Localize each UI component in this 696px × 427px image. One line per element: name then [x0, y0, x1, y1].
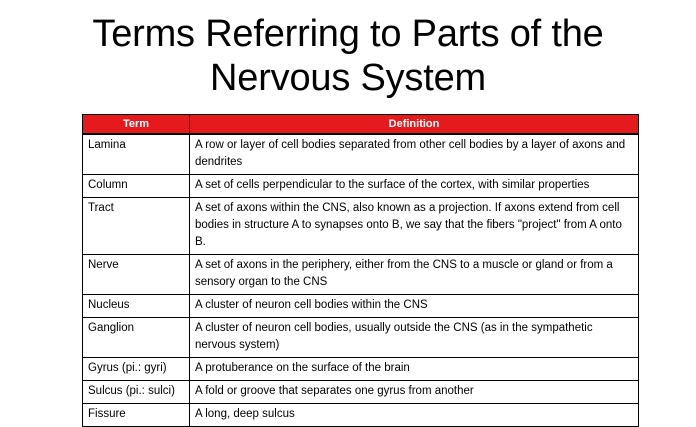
definition-cell: A set of axons in the periphery, either from the CNS to a muscle or gland or from a sensory organ to the CNS [190, 255, 639, 295]
table-row [83, 358, 639, 381]
term-cell: Nucleus [83, 295, 190, 318]
definition-cell: A cluster of neuron cell bodies within the CNS [190, 295, 639, 318]
table-row [83, 255, 639, 295]
terms-table [82, 114, 639, 427]
term-cell: Sulcus (pi.: sulci) [83, 381, 190, 404]
table-row [83, 381, 639, 404]
table-row [83, 404, 639, 427]
column-header-term: Term [83, 115, 190, 135]
table-row [83, 295, 639, 318]
term-cell: Ganglion [83, 318, 190, 358]
page-title-line-1: Terms Referring to Parts of the [92, 13, 604, 55]
table-row [83, 318, 639, 358]
definition-cell: A fold or groove that separates one gyrus from another [190, 381, 639, 404]
column-header-definition: Definition [190, 115, 639, 135]
table-row [83, 175, 639, 198]
term-cell: Nerve [83, 255, 190, 295]
term-cell: Fissure [83, 404, 190, 427]
term-cell: Gyrus (pi.: gyri) [83, 358, 190, 381]
definition-cell: A protuberance on the surface of the brain [190, 358, 639, 381]
term-cell: Column [83, 175, 190, 198]
definition-cell: A cluster of neuron cell bodies, usually outside the CNS (as in the sympathetic nervous system) [190, 318, 639, 358]
definition-cell: A row or layer of cell bodies separated from other cell bodies by a layer of axons and dendrites [190, 134, 639, 175]
table-row [83, 134, 639, 175]
definition-cell: A set of cells perpendicular to the surface of the cortex, with similar properties [190, 175, 639, 198]
term-cell: Tract [83, 198, 190, 255]
table-header-row [83, 115, 639, 135]
page-title-line-2: Nervous System [210, 57, 486, 99]
definition-cell: A long, deep sulcus [190, 404, 639, 427]
table-row [83, 198, 639, 255]
page-title [0, 12, 696, 100]
term-cell: Lamina [83, 134, 190, 175]
definition-cell: A set of axons within the CNS, also known as a projection. If axons extend from cell bodies in structure A to synapses onto B, we say that the fibers "project" from A onto B. [190, 198, 639, 255]
